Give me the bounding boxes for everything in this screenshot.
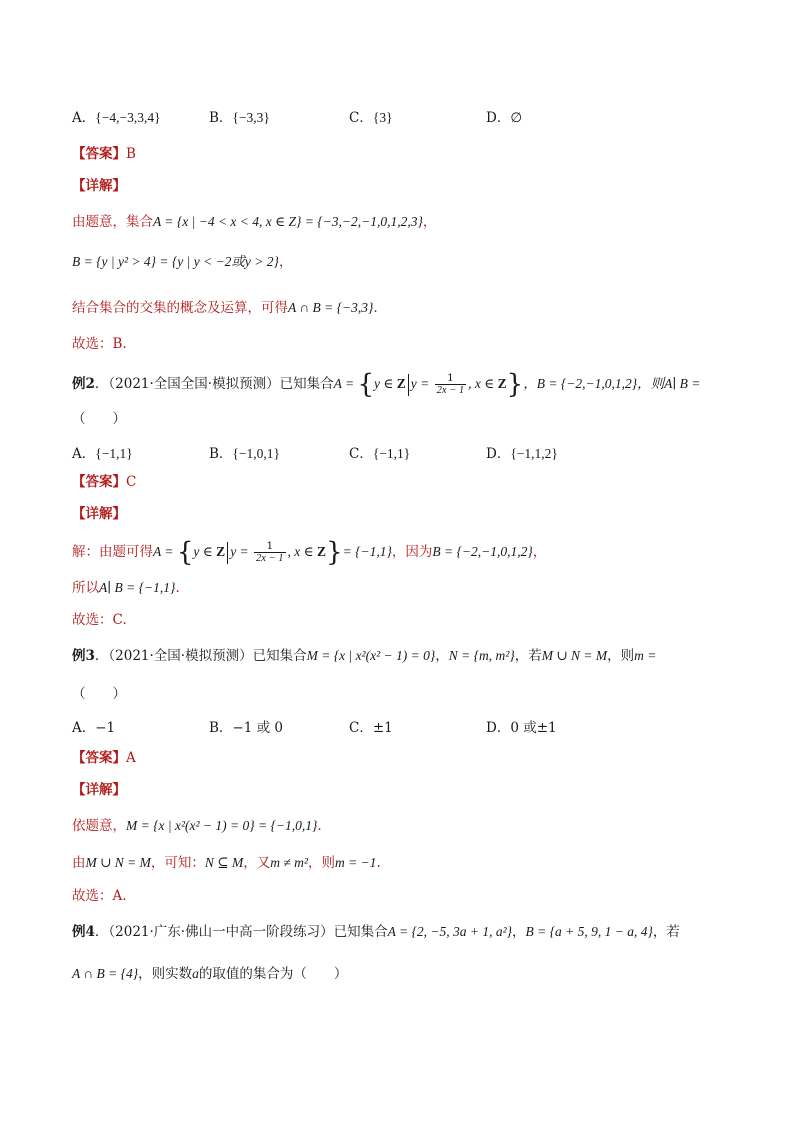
q1-option-b: B．{−3,3}: [209, 110, 270, 126]
q3-detail-tag: 【详解】: [72, 782, 126, 798]
q2-solution-line2: 所以A∣ B = {−1,1}.: [72, 580, 180, 596]
q3-option-b: B．−1 或 0: [209, 720, 283, 736]
q4-stem: 例4．（2021·广东·佛山一中高一阶段练习）已知集合A = {2, −5, 3a + 1, a²}，B = {a + 5, 9, 1 − a, 4}，若: [72, 924, 680, 940]
q3-option-a: A．−1: [72, 720, 116, 736]
q1-answer: 【答案】B: [72, 146, 136, 162]
q1-option-a: A．{−4,−3,3,4}: [72, 110, 161, 126]
q1-conclusion: 故选：B.: [72, 336, 127, 352]
q2-conclusion: 故选：C.: [72, 612, 127, 628]
q2-detail-tag: 【详解】: [72, 506, 126, 522]
q1-option-d: D．∅: [486, 110, 523, 126]
q2-option-d: D．{−1,1,2}: [486, 446, 558, 462]
q3-solution-line2: 由M ∪ N = M，可知：N ⊆ M，又m ≠ m²，则m = −1.: [72, 855, 381, 871]
q3-stem: 例3．（2021·全国·模拟预测）已知集合M = {x | x²(x² − 1) = 0}，N = {m, m²}，若M ∪ N = M，则m =: [72, 648, 657, 664]
q1-solution-line1: 由题意，集合A = {x | −4 < x < 4, x ∈ Z} = {−3,−2,−1,0,1,2,3}，: [72, 214, 437, 230]
q3-paren: （ ）: [72, 686, 126, 702]
q3-option-c: C．±1: [349, 720, 393, 736]
q1-solution-line3: 结合集合的交集的概念及运算，可得A ∩ B = {−3,3}.: [72, 300, 378, 316]
q3-answer: 【答案】A: [72, 750, 136, 766]
q3-option-d: D．0 或±1: [486, 720, 557, 736]
q3-conclusion: 故选：A.: [72, 888, 127, 904]
q1-option-c: C．{3}: [349, 110, 393, 126]
q2-option-a: A．{−1,1}: [72, 446, 133, 462]
q1-solution-line2: B = {y | y² > 4} = {y | y < −2或y > 2}，: [72, 254, 293, 270]
q2-answer: 【答案】C: [72, 474, 137, 490]
q2-option-c: C．{−1,1}: [349, 446, 411, 462]
q2-stem: 例2．（2021·全国全国·模拟预测）已知集合A = {y ∈ Z y = $\frac{1}{2x - 1}$ , x ∈ Z}，B = {−2,−1,0,1,2}，则A∣ B =: [72, 369, 701, 400]
q3-solution-line1: 依题意，M = {x | x²(x² − 1) = 0} = {−1,0,1}.: [72, 818, 322, 834]
q2-paren: （ ）: [72, 411, 126, 427]
q1-detail-tag: 【详解】: [72, 178, 126, 194]
q2-solution-line1: 解：由题可得A = {y ∈ Z y = $\frac{1}{2x - 1}$ , x ∈ Z}= {−1,1}，因为B = {−2,−1,0,1,2}，: [72, 537, 547, 568]
q4-stem-line2: A ∩ B = {4}，则实数a的取值的集合为（ ）: [72, 966, 348, 982]
q2-option-b: B．{−1,0,1}: [209, 446, 280, 462]
